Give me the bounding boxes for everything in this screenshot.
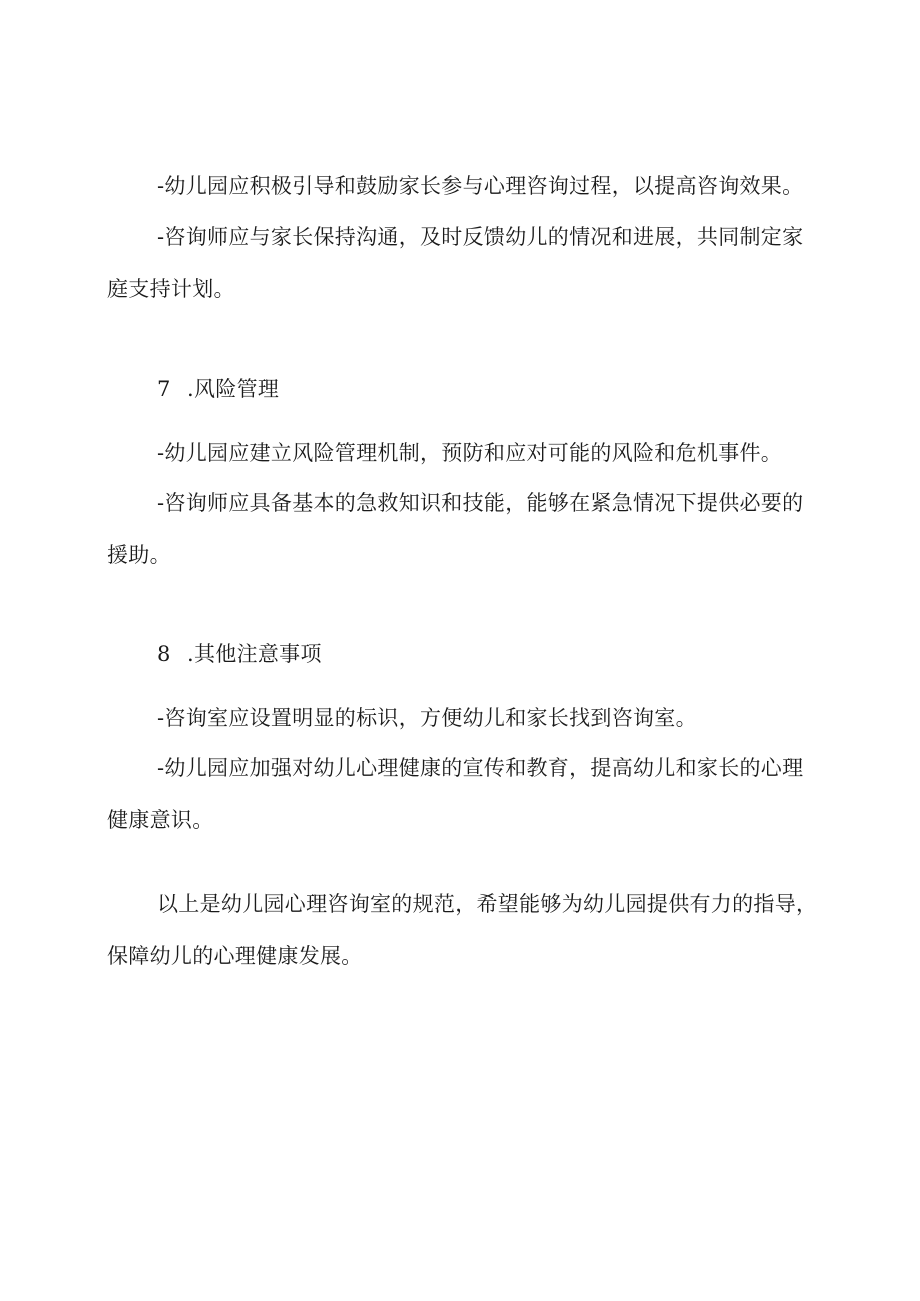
section-8-number: 8 <box>157 642 171 666</box>
section-8-item-2: -幼儿园应加强对幼儿心理健康的宣传和教育，提高幼儿和家长的心理健康意识。 <box>107 756 804 832</box>
section-7-item-2: -咨询师应具备基本的急救知识和技能，能够在紧急情况下提供必要的援助。 <box>107 491 804 567</box>
section-8-heading <box>157 639 322 669</box>
section-7-heading <box>157 374 279 404</box>
conclusion-paragraph: 以上是幼儿园心理咨询室的规范，希望能够为幼儿园提供有力的指导，保障幼儿的心理健康发展。 <box>107 892 818 968</box>
section-7-number: 7 <box>157 377 171 401</box>
section-7-title: .风险管理 <box>187 377 280 401</box>
parent-item-1: -幼儿园应积极引导和鼓励家长参与心理咨询过程，以提高咨询效果。 <box>157 174 804 198</box>
parent-item-2: -咨询师应与家长保持沟通，及时反馈幼儿的情况和进展，共同制定家庭支持计划。 <box>107 225 804 301</box>
section-8-title: .其他注意事项 <box>187 642 322 666</box>
section-7-item-1: -幼儿园应建立风险管理机制，预防和应对可能的风险和危机事件。 <box>157 441 783 465</box>
section-8-item-1: -咨询室应设置明显的标识，方便幼儿和家长找到咨询室。 <box>157 706 697 730</box>
